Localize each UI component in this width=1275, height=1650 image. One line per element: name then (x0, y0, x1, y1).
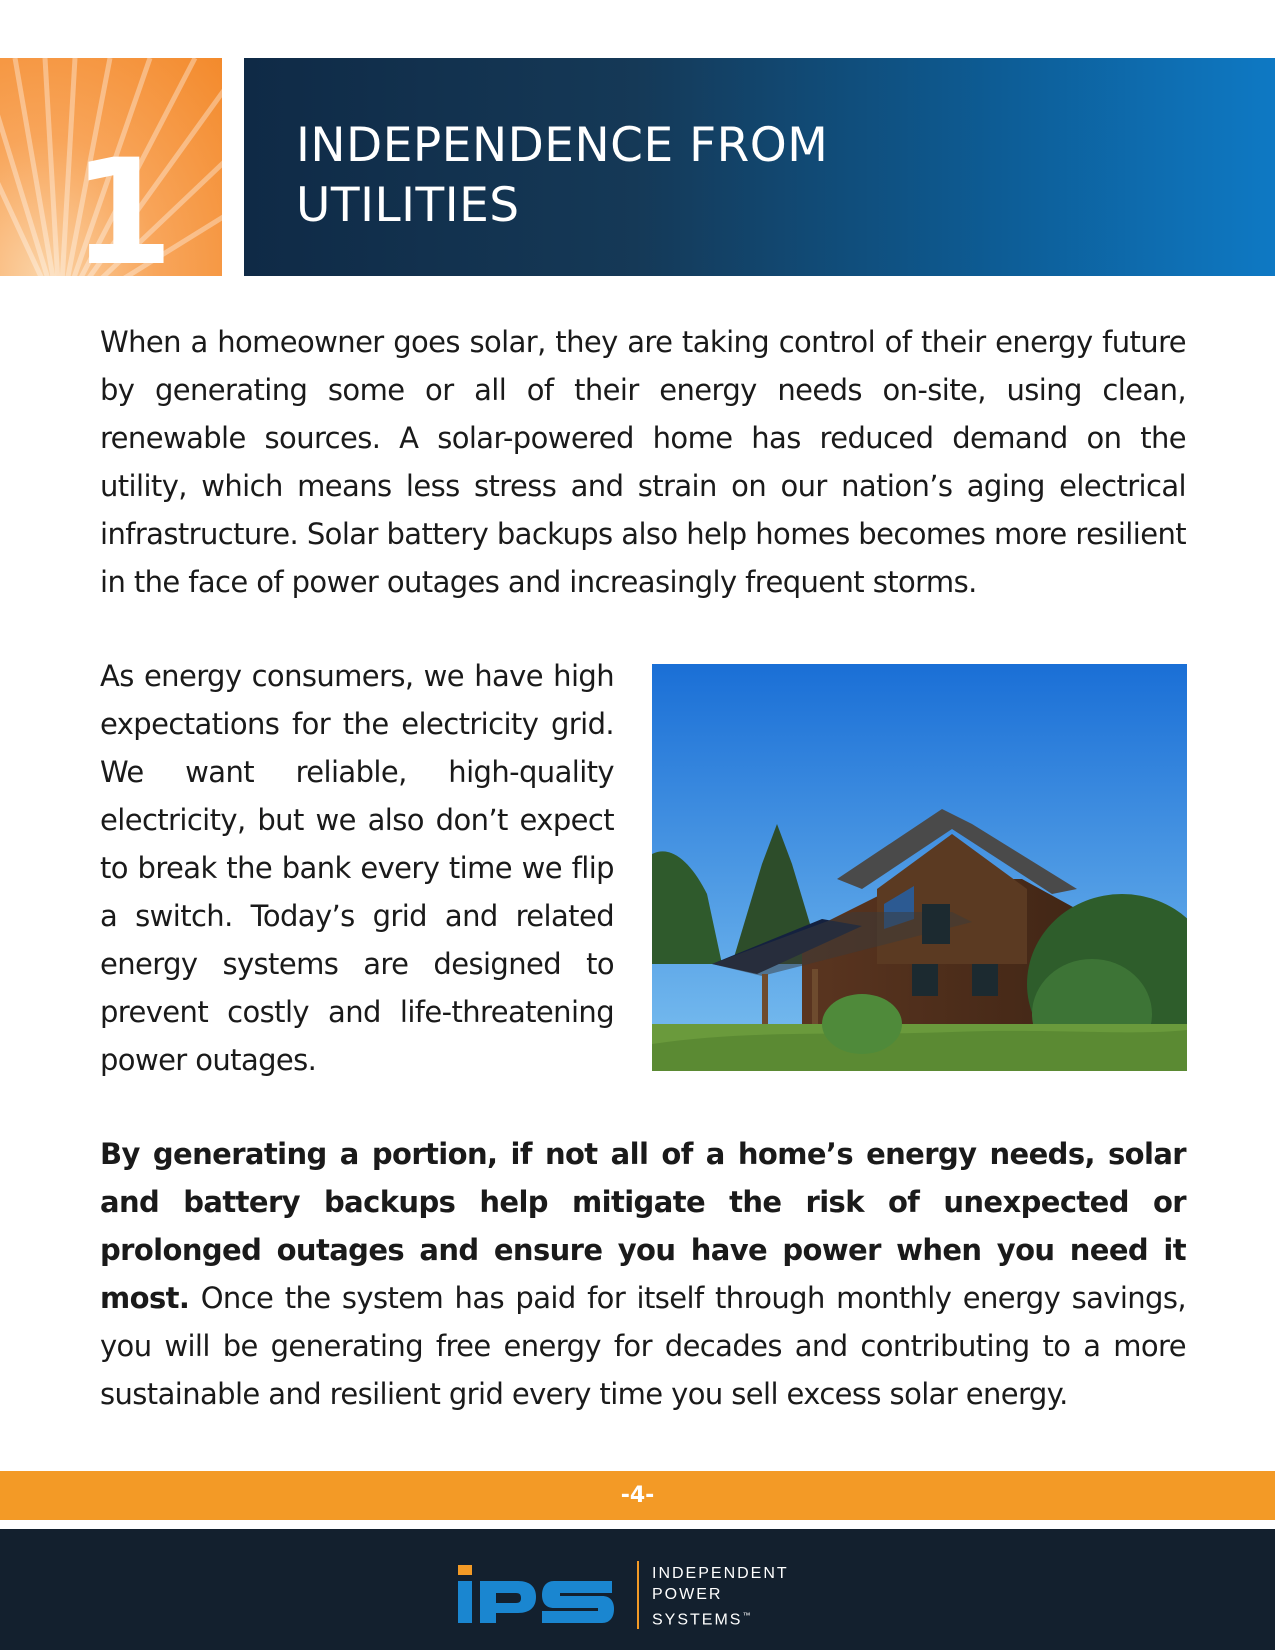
company-logo (456, 1561, 836, 1631)
logo-line-3: SYSTEMS™ (652, 1611, 751, 1629)
footer (0, 1529, 1275, 1650)
section-number: 1 (72, 128, 168, 276)
logo-line-2: POWER (652, 1586, 723, 1603)
closing-paragraph-bold: By generating a portion, if not all of a home’s energy needs, solar and battery backups help mitigate the risk of unexpected or prolonged outages and ensure you have power when you need it most. (100, 1137, 1186, 1315)
logo-line-1: INDEPENDENT (652, 1565, 789, 1582)
house-with-solar-panels-icon (652, 664, 1187, 1071)
page-number-strip (0, 1471, 1275, 1520)
trademark-symbol: ™ (742, 1611, 751, 1620)
grid-expectations-paragraph: As energy consumers, we have high expectations for the electricity grid. We want reliable, high-quality electricity, but we also don’t expect to break the bank every time we flip a switch. Today’s grid and related energy systems are designed to prevent costly and life-threatening power outages. (100, 659, 614, 1077)
house-solar-photo (652, 664, 1187, 1071)
page-number: -4- (620, 1483, 655, 1508)
page-title (296, 116, 996, 236)
logo-divider (637, 1561, 639, 1629)
closing-paragraph (100, 1130, 1186, 1418)
ips-logo-icon (456, 1565, 626, 1625)
closing-paragraph-rest: Once the system has paid for itself through monthly energy savings, you will be generating free energy for decades and contributing to a more sustainable and resilient grid every time you sell excess solar energy. (100, 1281, 1186, 1411)
logo-wordmark (652, 1563, 789, 1630)
section-number-panel (0, 58, 222, 276)
title-banner (244, 58, 1275, 276)
page-title-line-2: UTILITIES (296, 178, 520, 233)
intro-paragraph: When a homeowner goes solar, they are taking control of their energy future by generating some or all of their energy needs on-site, using clean, renewable sources. A solar-powered home has reduced demand on the utility, which means less stress and strain on our nation’s aging electrical infrastructure. Solar battery backups also help homes becomes more resilient in the face of power outages and increasingly frequent storms. (100, 325, 1186, 599)
page-title-line-1: INDEPENDENCE FROM (296, 118, 829, 173)
